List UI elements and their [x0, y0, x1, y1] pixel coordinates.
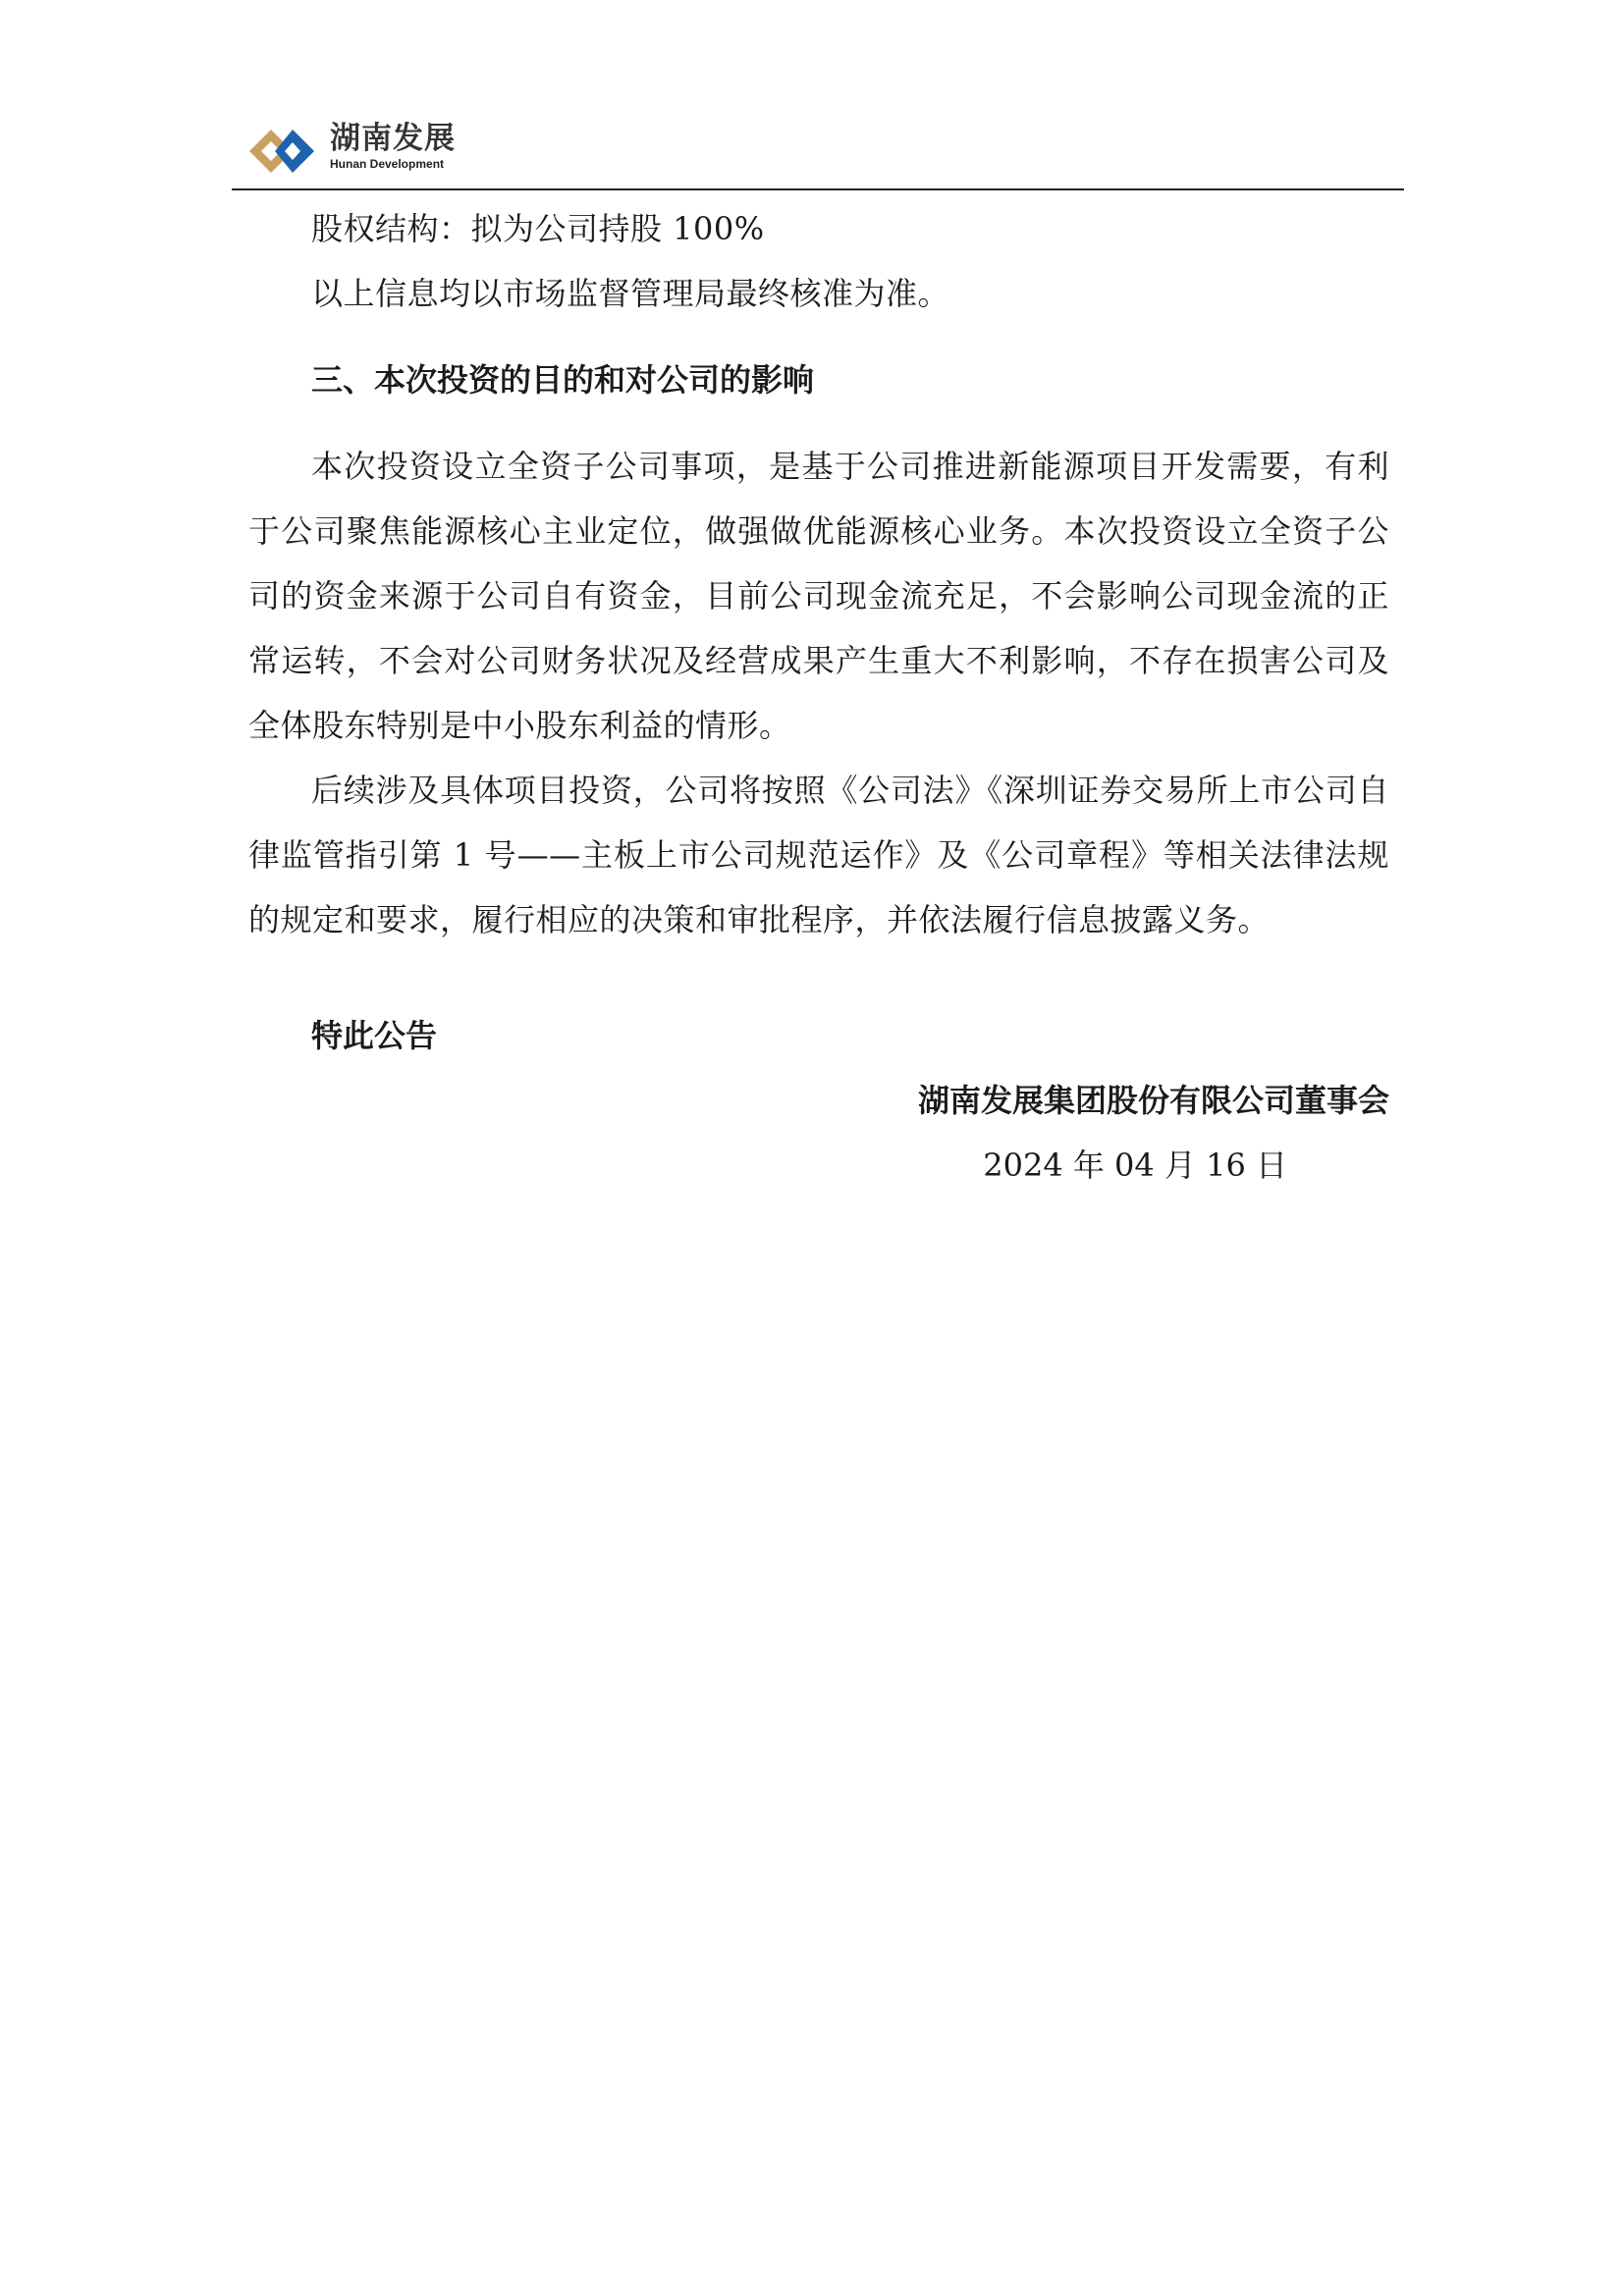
body-paragraph: 后续涉及具体项目投资，公司将按照《公司法》《深圳证券交易所上市公司自律监管指引第 1 号——主板上市公司规范运作》及《公司章程》等相关法律法规的规定和要求，履行相应的决策和审批程序，并依法履行信息披露义务。	[248, 772, 1389, 938]
page-header	[232, 108, 1404, 188]
document-body	[248, 196, 1389, 1198]
section-heading: 三、本次投资的目的和对公司的影响	[311, 361, 815, 399]
signatory: 湖南发展集团股份有限公司董事会	[917, 1082, 1389, 1119]
announcement-date: 2024 年 04 月 16 日	[983, 1147, 1287, 1184]
logo-english-name: Hunan Development	[330, 157, 445, 171]
equity-structure-line: 股权结构：拟为公司持股 100%	[311, 210, 765, 247]
company-logo-icon	[245, 116, 316, 187]
approval-note-line: 以上信息均以市场监督管理局最终核准为准。	[311, 275, 950, 312]
body-paragraph: 本次投资设立全资子公司事项，是基于公司推进新能源项目开发需要，有利于公司聚焦能源核心主业定位，做强做优能源核心业务。本次投资设立全资子公司的资金来源于公司自有资金，目前公司现金流充足，不会影响公司现金流的正常运转，不会对公司财务状况及经营成果产生重大不利影响，不存在损害公司及全体股东特别是中小股东利益的情形。	[248, 448, 1389, 744]
header-divider	[232, 188, 1404, 190]
closing-statement: 特此公告	[311, 1017, 438, 1054]
logo-chinese-name: 湖南发展	[330, 121, 456, 156]
logo-wordmark	[330, 122, 456, 171]
